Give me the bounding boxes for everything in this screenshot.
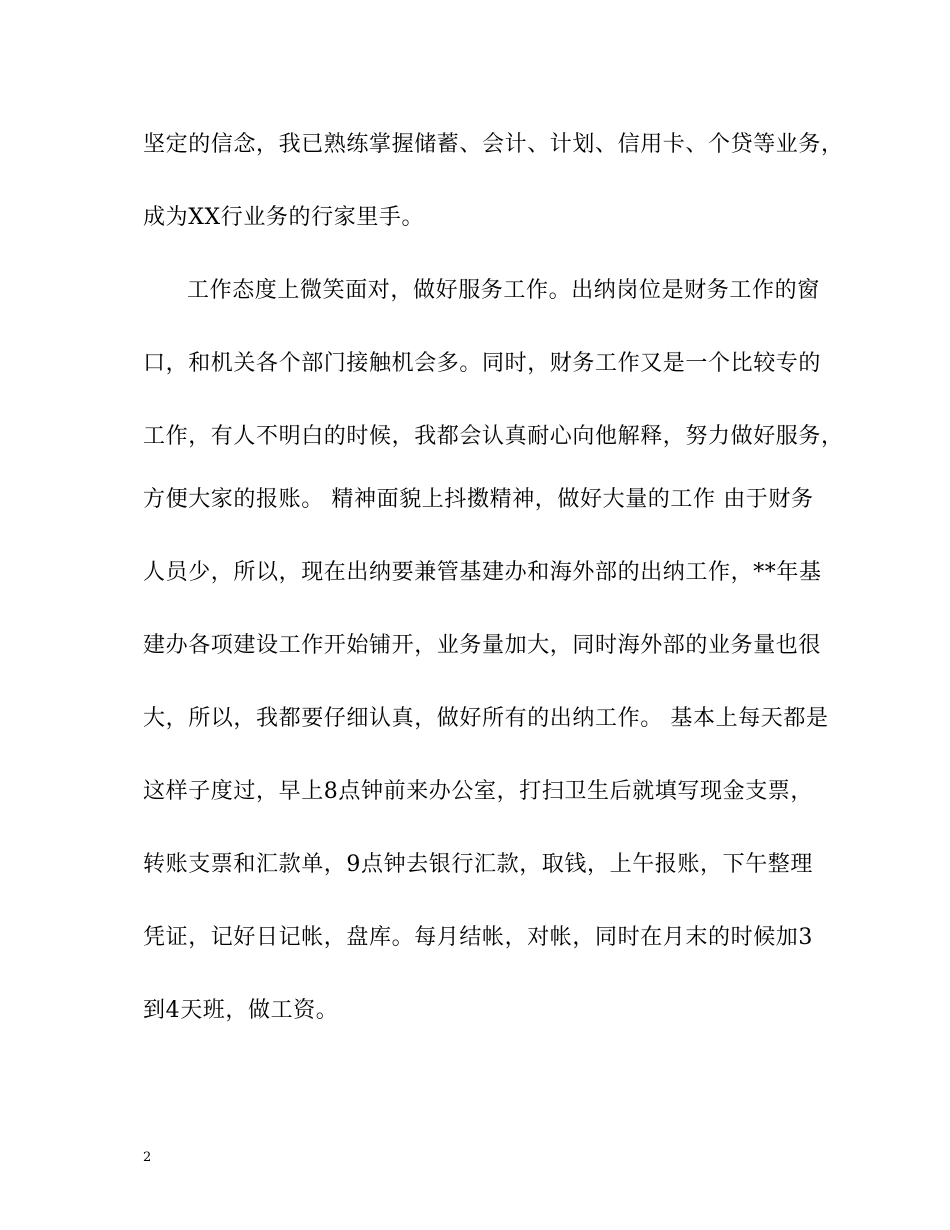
text-line: 人员少，所以，现在出纳要兼管基建办和海外部的出纳工作，**年基 [143, 560, 822, 585]
text-line: 这样子度过，早上8点钟前来办公室，打扫卫生后就填写现金支票， [143, 779, 813, 804]
text-line: 成为XX行业务的行家里手。 [143, 205, 425, 230]
paragraph-start-line: 工作态度上微笑面对，做好服务工作。出纳岗位是财务工作的窗 [187, 278, 820, 303]
text-line: 转账支票和汇款单，9点钟去银行汇款，取钱，上午报账，下午整理 [143, 852, 813, 877]
text-line: 到4天班，做工资。 [143, 998, 339, 1023]
text-line: 坚定的信念，我已熟练掌握储蓄、会计、计划、信用卡、个贷等业务， [143, 132, 844, 157]
text-line: 建办各项建设工作开始铺开，业务量加大，同时海外部的业务量也很 [143, 633, 822, 658]
text-line: 口，和机关各个部门接触机会多。同时，财务工作又是一个比较专的 [143, 351, 822, 376]
text-line: 大，所以，我都要仔细认真，做好所有的出纳工作。 基本上每天都是 [143, 706, 829, 731]
text-line: 方便大家的报账。 精神面貌上抖擞精神，做好大量的工作 由于财务 [143, 487, 814, 512]
page-number: 2 [143, 1150, 152, 1165]
text-line: 工作，有人不明白的时候，我都会认真耐心向他解释，努力做好服务， [143, 424, 844, 449]
text-line: 凭证，记好日记帐，盘库。每月结帐，对帐，同时在月末的时候加3 [143, 925, 813, 950]
